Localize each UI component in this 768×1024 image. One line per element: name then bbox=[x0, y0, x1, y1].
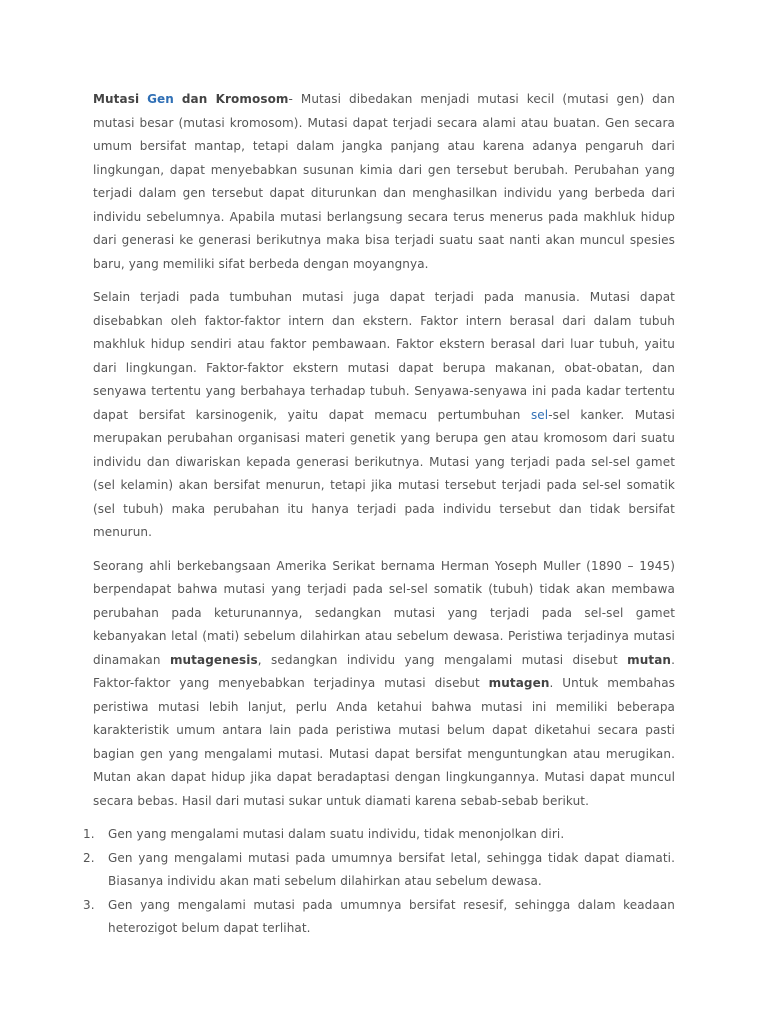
paragraph-3 bbox=[93, 555, 675, 814]
list-item-text: Gen yang mengalami mutasi pada umumnya bersifat resesif, sehingga dalam keadaan heterozigot belum dapat terlihat. bbox=[108, 897, 675, 935]
paragraph-2 bbox=[93, 286, 675, 545]
document-page bbox=[83, 88, 675, 941]
paragraph-1 bbox=[93, 88, 675, 276]
heading-kromosom: dan Kromosom bbox=[181, 92, 289, 106]
paragraph-2-text-b: -sel kanker. Mutasi merupakan perubahan organisasi materi genetik yang berupa gen atau kromosom dari suatu individu dan diwariskan kepada generasi berikutnya. Mutasi yang terjadi pada sel-sel gamet (sel kelamin) akan bersifat menurun, tetapi jika mutasi tersebut terjadi pada sel-sel somatik (sel tubuh) maka perubahan itu hanya terjadi pada individu tersebut dan tidak bersifat menurun. bbox=[93, 407, 675, 539]
paragraph-3-text-a: Seorang ahli berkebangsaan Amerika Serikat bernama Herman Yoseph Muller (1890 – 1945) berpendapat bahwa mutasi yang terjadi pada sel-sel somatik (tubuh) tidak akan membawa perubahan pada keturunannya, sedangkan mutasi yang terjadi pada sel-sel gamet kebanyakan letal (mati) sebelum dilahirkan atau sebelum dewasa. Peristiwa terjadinya mutasi dinamakan bbox=[93, 558, 675, 667]
numbered-list bbox=[83, 823, 675, 941]
term-mutagenesis: mutagenesis bbox=[169, 652, 258, 667]
paragraph-2-text-a: Selain terjadi pada tumbuhan mutasi juga dapat terjadi pada manusia. Mutasi dapat disebabkan oleh faktor-faktor intern dan ekstern. Faktor intern berasal dari dalam tubuh makhluk hidup sendiri atau faktor pembawaan. Faktor ekstern berasal dari luar tubuh, yaitu dari lingkungan. Faktor-faktor ekstern mutasi dapat berupa makanan, obat-obatan, dan senyawa tertentu yang berbahaya terhadap tubuh. Senyawa-senyawa ini pada kadar tertentu dapat bersifat karsinogenik, yaitu dapat memacu pertumbuhan bbox=[93, 290, 675, 422]
paragraph-3-text-d: . Untuk membahas peristiwa mutasi lebih lanjut, perlu Anda ketahui bahwa mutasi ini memiliki beberapa karakteristik umum antara lain pada peristiwa mutasi belum dapat diketahui secara pasti bagian gen yang mengalami mutasi. Mutasi dapat bersifat menguntungkan atau merugikan. Mutan akan dapat hidup jika dapat beradaptasi dengan lingkungannya. Mutasi dapat muncul secara bebas. Hasil dari mutasi sukar untuk diamati karena sebab-sebab berikut. bbox=[93, 676, 675, 808]
list-item bbox=[83, 823, 675, 847]
term-mutan: mutan bbox=[627, 652, 672, 667]
paragraph-1-text: - Mutasi dibedakan menjadi mutasi kecil (mutasi gen) dan mutasi besar (mutasi kromosom). Mutasi dapat terjadi secara alami atau buatan. Gen secara umum bersifat mantap, tetapi dalam jangka panjang atau karena adanya pengaruh dari lingkungan, dapat menyebabkan susunan kimia dari gen tersebut berubah. Perubahan yang terjadi dalam gen tersebut dapat diturunkan dan menghasilkan individu yang berbeda dari individu sebelumnya. Apabila mutasi berlangsung secara terus menerus pada makhluk hidup dari generasi ke generasi berikutnya maka bisa terjadi suatu saat nanti akan muncul spesies baru, yang memiliki sifat berbeda dengan moyangnya. bbox=[93, 92, 675, 271]
list-item-text: Gen yang mengalami mutasi dalam suatu individu, tidak menonjolkan diri. bbox=[108, 827, 565, 841]
list-number: 1. bbox=[83, 827, 95, 841]
list-item-text: Gen yang mengalami mutasi pada umumnya bersifat letal, sehingga tidak dapat diamati. Biasanya individu akan mati sebelum dilahirkan atau sebelum dewasa. bbox=[108, 850, 675, 888]
paragraph-3-text-c: . Faktor-faktor yang menyebabkan terjadinya mutasi disebut bbox=[93, 652, 675, 690]
list-number: 2. bbox=[83, 850, 95, 865]
link-sel[interactable]: sel bbox=[530, 407, 549, 422]
list-item bbox=[83, 894, 675, 941]
link-gen[interactable]: Gen bbox=[147, 92, 174, 106]
heading-mutasi: Mutasi bbox=[93, 92, 140, 106]
list-number: 3. bbox=[83, 897, 95, 912]
paragraph-3-text-b: , sedangkan individu yang mengalami mutasi disebut bbox=[257, 652, 628, 667]
list-item bbox=[83, 847, 675, 894]
term-mutagen: mutagen bbox=[488, 676, 550, 690]
